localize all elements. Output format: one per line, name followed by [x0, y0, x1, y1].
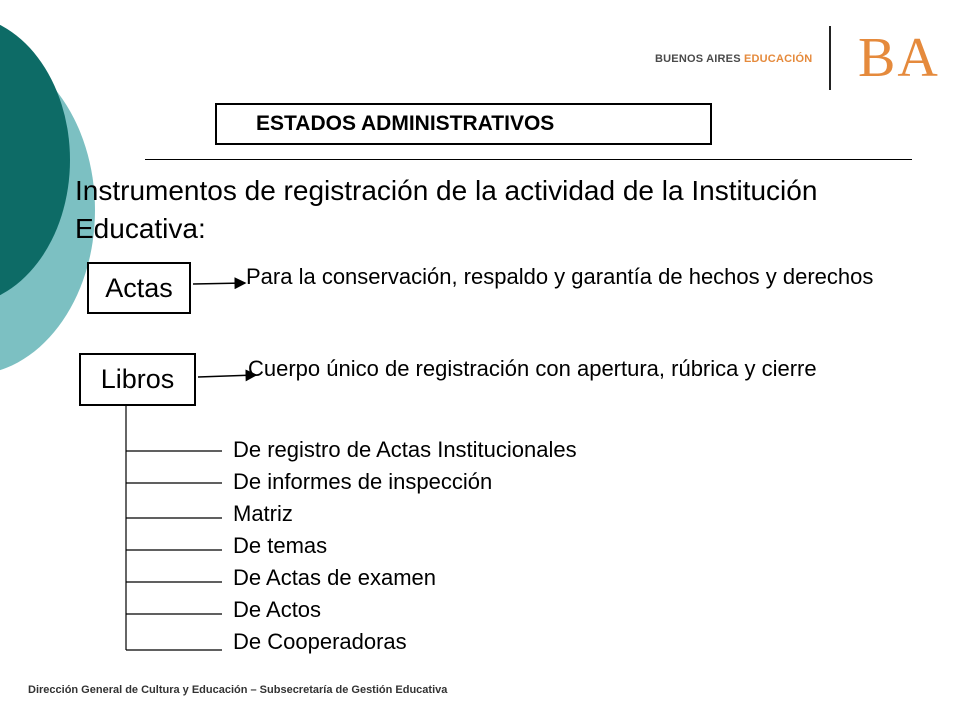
footer-text: Dirección General de Cultura y Educación – Subsecretaría de Gestión Educativa	[28, 684, 448, 696]
section-heading: Instrumentos de registración de la actividad de la Institución Educativa:	[75, 175, 818, 244]
list-item: De informes de inspección	[233, 469, 493, 494]
list-item: De Cooperadoras	[233, 629, 407, 654]
actas-label: Actas	[105, 272, 173, 303]
list-item: De Actos	[233, 597, 322, 622]
logo-text-accent: EDUCACIÓN	[743, 53, 813, 65]
actas-description: Para la conservación, respaldo y garantía de hechos y derechos	[246, 264, 874, 289]
list-item: De Actas de examen	[233, 565, 437, 590]
logo-monogram: BA	[858, 27, 940, 89]
list-item: De registro de Actas Institucionales	[233, 437, 577, 462]
logo-text-main: BUENOS AIRES	[655, 53, 744, 65]
list-item: Matriz	[233, 501, 293, 526]
libros-description: Cuerpo único de registración con apertura, rúbrica y cierre	[248, 356, 817, 381]
libros-arrow	[198, 375, 256, 377]
actas-arrow	[193, 283, 245, 284]
libros-list	[233, 434, 577, 658]
list-item: De temas	[233, 533, 328, 558]
page-title: ESTADOS ADMINISTRATIVOS	[256, 112, 555, 135]
libros-label: Libros	[100, 364, 175, 394]
